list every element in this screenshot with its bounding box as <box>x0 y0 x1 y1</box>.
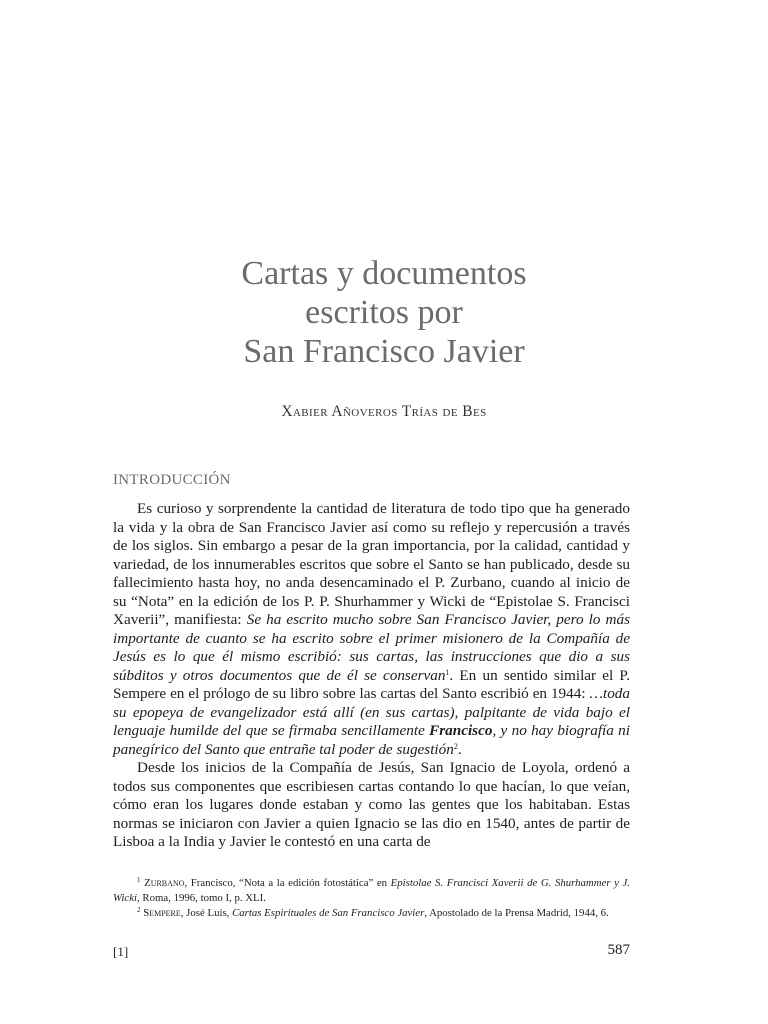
paragraph-1 <box>113 500 630 759</box>
footnote-2-author: Sempere <box>143 907 181 919</box>
paragraph-2: Desde los inicios de la Compañía de Jesús, San Ignacio de Loyola, ordenó a todos sus componentes que escribiesen cartas contando lo que hacían, lo que veían, cómo eran los lugares donde estaban y como las gentes que los habitaban. Estas normas se iniciaron con Javier a quien Ignacio se las dio en 1540, antes de partir de Lisboa a la India y Javier le contestó en una carta de <box>113 759 630 850</box>
title-line-2: escritos por <box>305 294 463 331</box>
body-text <box>113 500 630 852</box>
page-label: [1] <box>113 944 129 959</box>
footnote-2-text-a: , José Luis, <box>180 907 233 919</box>
footnote-ref-2: 2 <box>453 741 458 751</box>
footnote-1-text-b: , Roma, 1996, tomo I, p. XLI. <box>136 892 266 904</box>
article-title <box>100 254 668 371</box>
footnote-2-number: 2 <box>137 906 141 914</box>
page-number: 587 <box>607 942 630 958</box>
footnotes <box>113 876 630 921</box>
footnote-1-text-a: , Francisco, “Nota a la edición fotostática” en <box>184 877 391 889</box>
section-heading: INTRODUCCIÓN <box>113 472 231 488</box>
footnote-1-number: 1 <box>137 876 141 884</box>
footnote-2 <box>113 906 630 921</box>
footnote-1-work: Epistolae S. Francisci Xaverii de G. Shurhammer y J. Wicki <box>113 877 630 904</box>
paragraph-1-text-a: Es curioso y sorprendente la cantidad de literatura de todo tipo que ha generado la vida y la obra de San Francisco Javier así como su reflejo y repercusión a través de los siglos. Sin embargo a pesar de la gran importancia, por la calidad, cantidad y variedad, de los innumerables escritos que sobre el Santo se han publicado, desde su fallecimiento hasta hoy, no anda desencaminado el P. Zurbano, cuando al inicio de su “Nota” en la edición de los P. P. Shurhammer y Wicki de “Epistolae S. Francisci Xaverii”, manifiesta: <box>113 500 630 628</box>
footnote-ref-1: 1 <box>445 667 450 677</box>
quote-sempere-c: , y no hay biografía ni panegírico del Santo que entrañe tal poder de sugestión <box>113 722 630 758</box>
quote-zurbano: Se ha escrito mucho sobre San Francisco Javier, pero lo más importante de cuanto se ha escrito sobre el primer misionero de la Compañía de Jesús es lo que él mismo escribió: sus cartas, las instrucciones que dio a sus súbditos y otros documentos que de él se conservan <box>113 611 631 684</box>
footnote-1 <box>113 876 630 906</box>
paragraph-1-text-c: . <box>457 740 462 758</box>
title-line-1: Cartas y documentos <box>241 255 527 292</box>
title-line-3: San Francisco Javier <box>243 333 525 370</box>
footnote-1-author: Zurbano <box>144 877 185 889</box>
footnote-2-work: Cartas Espirituales de San Francisco Javier <box>232 907 425 919</box>
quote-sempere-name: Francisco <box>429 722 493 739</box>
footnote-2-text-b: , Apostolado de la Prensa Madrid, 1944, 6. <box>424 907 609 919</box>
quote-sempere-a: …toda su epopeya de evangelizador está allí (en sus cartas), palpitante de vida bajo el lenguaje humilde del que se firmaba sencillamente <box>113 685 630 739</box>
author-name: Xabier Añoveros Trías de Bes <box>281 403 487 420</box>
paragraph-1-text-b: . En un sentido similar el P. Sempere en el prólogo de su libro sobre las cartas del Santo escribió en 1944: <box>113 666 630 702</box>
